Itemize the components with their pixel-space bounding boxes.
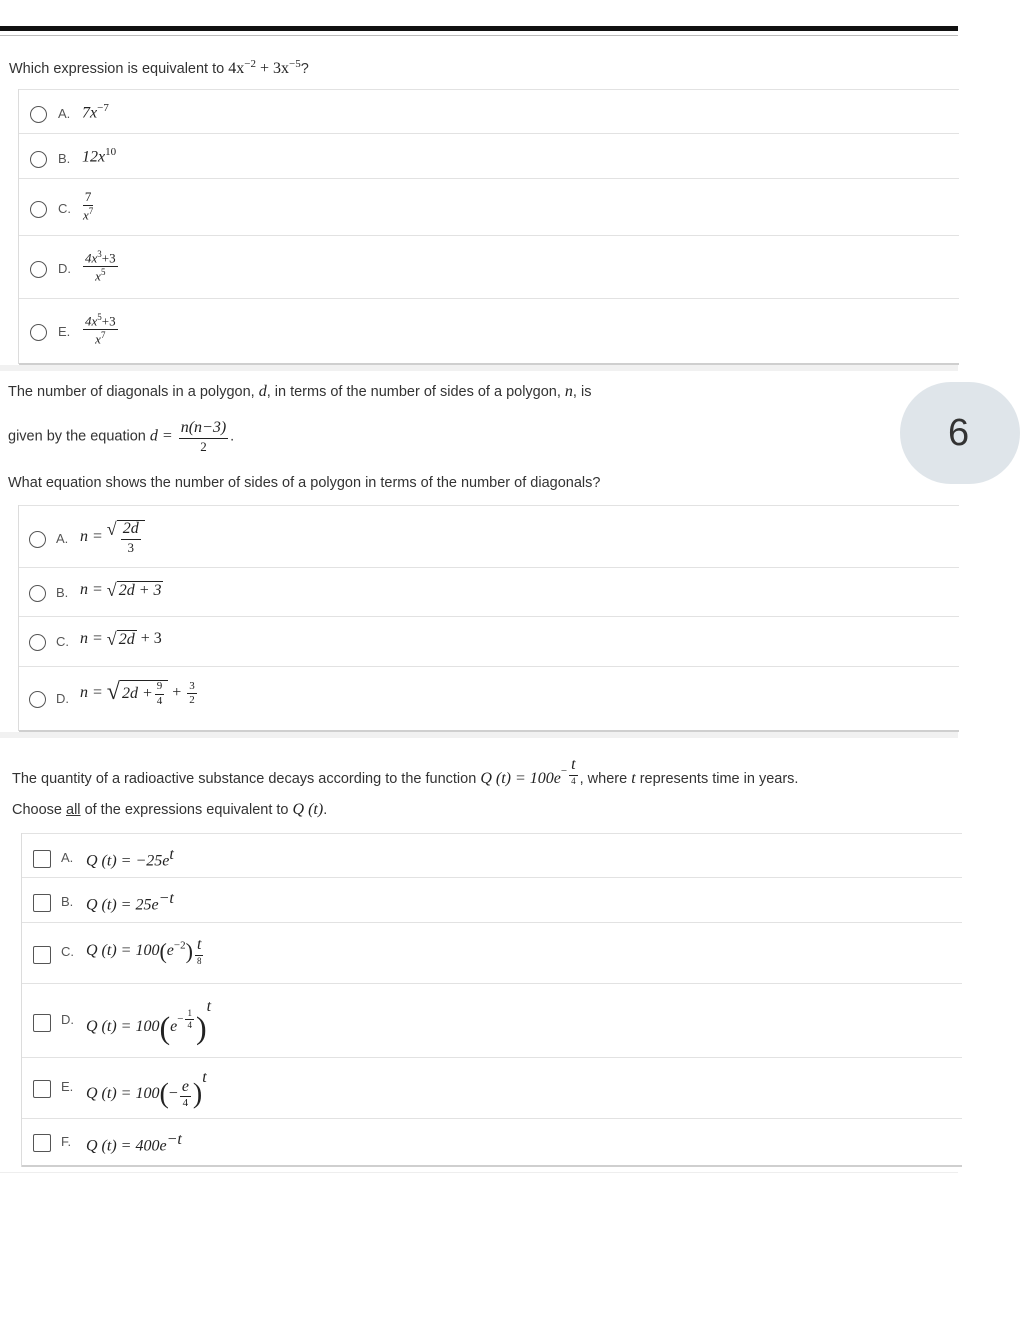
option-letter: D. bbox=[61, 1012, 74, 1027]
option-math: n = √ 2d + 3 bbox=[80, 629, 162, 649]
radio-button[interactable] bbox=[30, 261, 47, 278]
checkbox[interactable] bbox=[33, 1014, 51, 1032]
option-b[interactable] bbox=[22, 877, 962, 923]
option-c[interactable] bbox=[19, 178, 959, 236]
option-b[interactable] bbox=[19, 133, 959, 179]
radio-button[interactable] bbox=[29, 634, 46, 651]
option-math: Q $(t) = 400e^{-t}$ bbox=[86, 1131, 182, 1155]
option-math: $\frac{4x^3+3}{x^5}$ bbox=[85, 249, 116, 284]
header-divider bbox=[0, 35, 958, 36]
option-d[interactable] bbox=[19, 666, 959, 732]
option-math: $\frac{4x^5+3}{x^7}$ bbox=[85, 312, 116, 347]
question-3-options bbox=[21, 833, 959, 1167]
option-d[interactable] bbox=[22, 983, 962, 1058]
question-2-options bbox=[18, 505, 959, 731]
header-rule bbox=[0, 26, 958, 31]
option-letter: F. bbox=[61, 1134, 72, 1149]
option-letter: A. bbox=[56, 531, 69, 546]
question-2-question: What equation shows the number of sides of a polygon in terms of the number of diagonals? bbox=[8, 475, 601, 491]
option-letter: D. bbox=[56, 691, 69, 706]
option-math: $\frac{7}{x^7}$ bbox=[83, 189, 94, 222]
checkbox[interactable] bbox=[33, 1134, 51, 1152]
question-3-prompt-line-1: The quantity of a radioactive substance decays according to the function Q $(t) = 100e^{- \frac{t}{4}}$ , where t represents time in years. bbox=[12, 756, 799, 788]
option-math: n = √ 2d + 3 bbox=[80, 580, 162, 600]
question-3-prompt-line-2: Choose all of the expressions equivalent to Q (t). bbox=[12, 801, 328, 818]
checkbox[interactable] bbox=[33, 1080, 51, 1098]
option-math: $7x^{-7}$ bbox=[82, 102, 109, 122]
option-letter: A. bbox=[61, 850, 74, 865]
option-math: Q $(t) = 100(e^{- \frac{1}{4}}$ )$^t$ bbox=[86, 998, 212, 1046]
checkbox[interactable] bbox=[33, 850, 51, 868]
option-math: Q $(t) = -25e^t$ bbox=[86, 846, 174, 870]
option-math: n = √ 2d + $\frac{9}{4}$ + $\frac{3}{2}$ bbox=[80, 679, 195, 707]
checkbox[interactable] bbox=[33, 894, 51, 912]
option-letter: B. bbox=[56, 585, 69, 600]
radio-button[interactable] bbox=[29, 691, 46, 708]
option-c[interactable] bbox=[22, 922, 962, 984]
question-number-digit: 6 bbox=[948, 412, 970, 454]
checkbox[interactable] bbox=[33, 946, 51, 964]
option-math: Q $(t) = 100(e^{-2})$ $\frac{t}{8}$ bbox=[86, 936, 202, 966]
option-c[interactable] bbox=[19, 616, 959, 667]
radio-button[interactable] bbox=[30, 151, 47, 168]
option-letter: A. bbox=[58, 106, 71, 121]
radio-button[interactable] bbox=[30, 324, 47, 341]
option-letter: B. bbox=[61, 894, 74, 909]
question-2-prompt-line-1: The number of diagonals in a polygon, d, in terms of the number of sides of a polygon, n, is bbox=[8, 383, 592, 400]
option-f[interactable] bbox=[22, 1118, 962, 1167]
question-separator bbox=[0, 365, 958, 371]
question-separator bbox=[0, 732, 958, 738]
option-letter: C. bbox=[61, 944, 74, 959]
option-a[interactable] bbox=[22, 833, 962, 878]
question-1-options bbox=[18, 89, 959, 364]
option-letter: C. bbox=[56, 634, 69, 649]
option-b[interactable] bbox=[19, 567, 959, 617]
radio-button[interactable] bbox=[29, 531, 46, 548]
radio-button[interactable] bbox=[29, 585, 46, 602]
option-letter: D. bbox=[58, 261, 71, 276]
radio-button[interactable] bbox=[30, 106, 47, 123]
option-e[interactable] bbox=[22, 1057, 962, 1119]
option-math: Q (t) = 100(− $\frac{e}{4}$ )$^t$ bbox=[86, 1069, 207, 1110]
option-a[interactable] bbox=[19, 505, 959, 568]
option-math: n = √ $\frac{2d}{3}$ bbox=[80, 520, 145, 554]
question-1-prompt: Which expression is equivalent to $4x^{-2} + 3x^{-5}$? bbox=[9, 58, 309, 77]
radio-button[interactable] bbox=[30, 201, 47, 218]
page-bottom-divider bbox=[0, 1172, 958, 1173]
option-letter: B. bbox=[58, 151, 71, 166]
option-letter: E. bbox=[58, 324, 71, 339]
option-d[interactable] bbox=[19, 235, 959, 299]
option-math: $12x^{10}$ bbox=[82, 146, 117, 166]
question-2-prompt-line-2: given by the equation d = $\frac{n(n-3)}{2}$ . bbox=[8, 419, 235, 454]
option-letter: E. bbox=[61, 1079, 74, 1094]
option-e[interactable] bbox=[19, 298, 959, 365]
option-a[interactable] bbox=[19, 89, 959, 134]
option-letter: C. bbox=[58, 201, 71, 216]
option-math: Q $(t) = 25e^{-t}$ bbox=[86, 890, 174, 914]
